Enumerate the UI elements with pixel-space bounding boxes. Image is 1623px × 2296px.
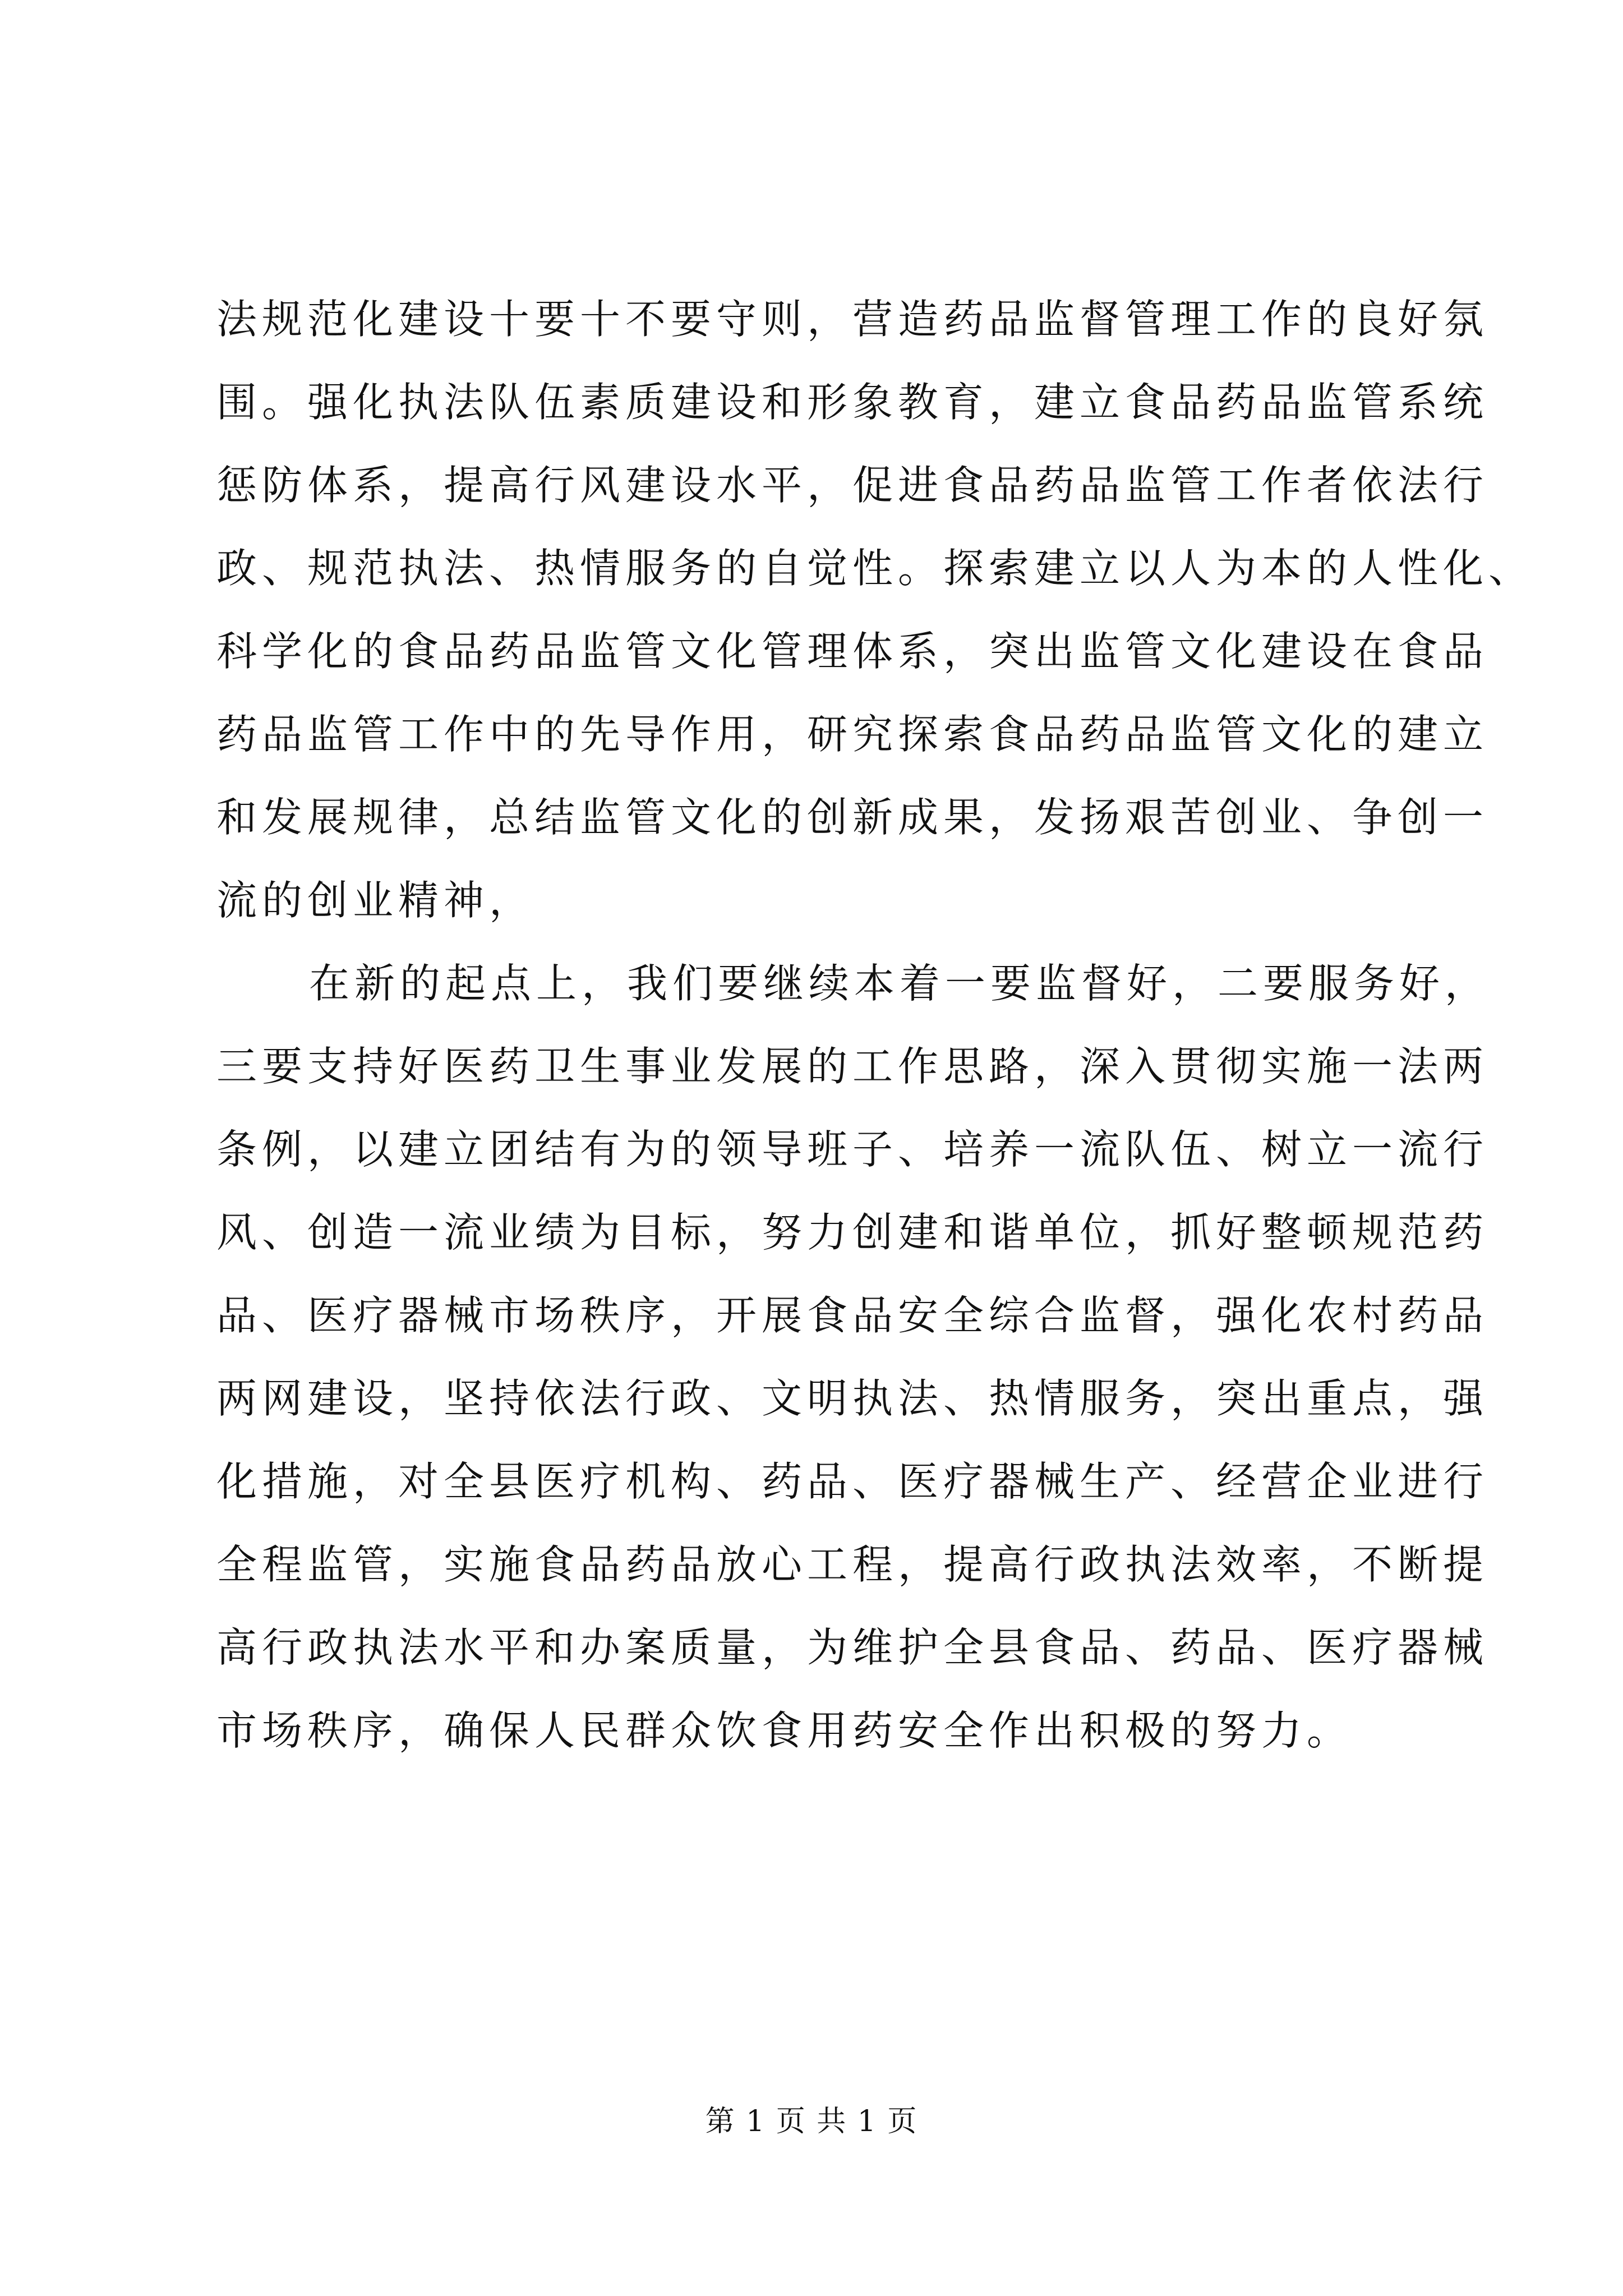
paragraph — [216, 278, 1534, 942]
text-line: 风、创造一流业绩为目标，努力创建和谐单位，抓好整顿规范药 — [216, 1209, 1489, 1256]
paragraph — [216, 942, 1491, 1772]
text-line: 两网建设，坚持依法行政、文明执法、热情服务，突出重点，强 — [216, 1375, 1489, 1422]
text-line: 流的创业精神， — [216, 877, 535, 924]
text-line: 科学化的食品药品监管文化管理体系，突出监管文化建设在食品 — [216, 628, 1489, 675]
text-line: 政、规范执法、热情服务的自觉性。探索建立以人为本的人性化、 — [216, 545, 1534, 592]
text-line: 高行政执法水平和办案质量，为维护全县食品、药品、医疗器械 — [216, 1624, 1489, 1671]
text-line: 化措施，对全县医疗机构、药品、医疗器械生产、经营企业进行 — [216, 1458, 1489, 1505]
text-line: 惩防体系，提高行风建设水平，促进食品药品监管工作者依法行 — [216, 462, 1489, 509]
text-line: 和发展规律，总结监管文化的创新成果，发扬艰苦创业、争创一 — [216, 794, 1489, 841]
text-line: 在新的起点上，我们要继续本着一要监督好，二要服务好， — [309, 960, 1491, 1007]
text-line: 药品监管工作中的先导作用，研究探索食品药品监管文化的建立 — [216, 711, 1489, 758]
page-footer: 第 1 页 共 1 页 — [705, 2105, 918, 2138]
text-line: 法规范化建设十要十不要守则，营造药品监督管理工作的良好氛 — [216, 296, 1489, 343]
document-body — [216, 278, 1534, 1772]
text-line: 全程监管，实施食品药品放心工程，提高行政执法效率，不断提 — [216, 1541, 1489, 1588]
text-line: 围。强化执法队伍素质建设和形象教育，建立食品药品监管系统 — [216, 379, 1489, 426]
text-line: 三要支持好医药卫生事业发展的工作思路，深入贯彻实施一法两 — [216, 1043, 1489, 1090]
text-line: 条例，以建立团结有为的领导班子、培养一流队伍、树立一流行 — [216, 1126, 1489, 1173]
text-line: 市场秩序，确保人民群众饮食用药安全作出积极的努力。 — [216, 1707, 1353, 1754]
text-line: 品、医疗器械市场秩序，开展食品安全综合监督，强化农村药品 — [216, 1292, 1489, 1339]
